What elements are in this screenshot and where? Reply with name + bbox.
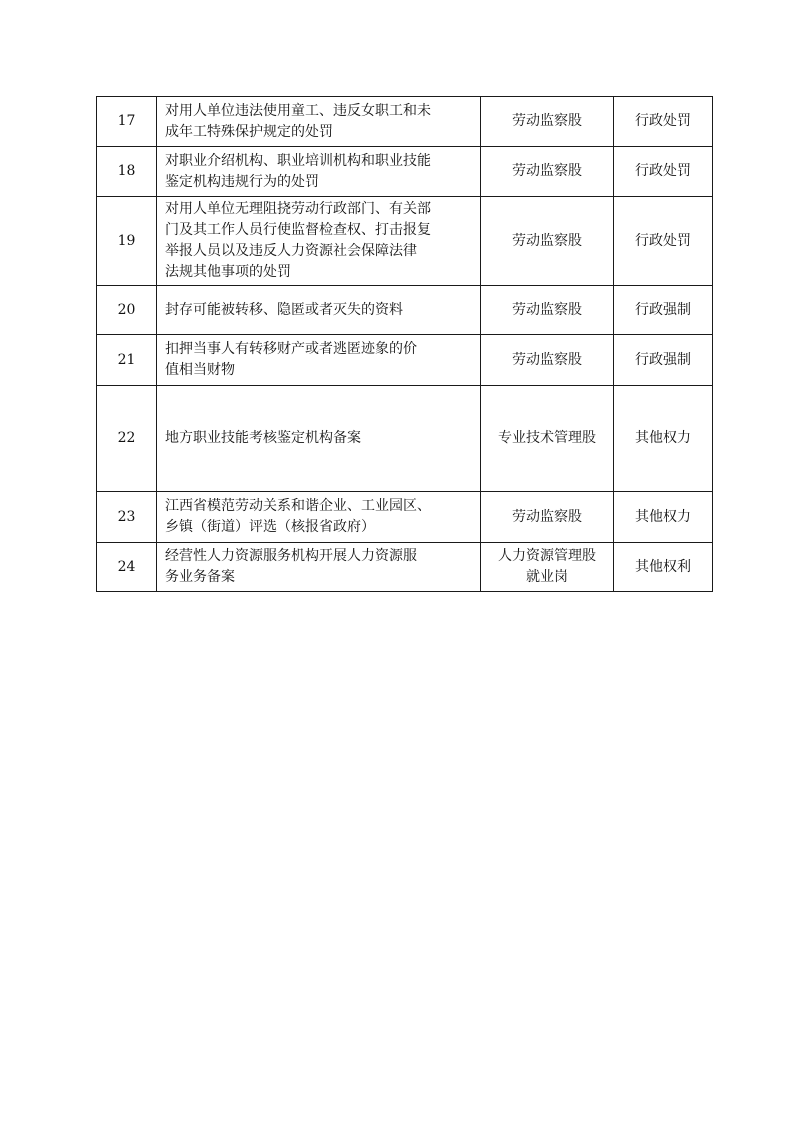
row-number: 21: [97, 335, 157, 386]
row-number: 19: [97, 197, 157, 286]
department-cell: [481, 286, 614, 335]
power-name: 对职业介绍机构、职业培训机构和职业技能 鉴定机构违规行为的处罚: [165, 152, 431, 190]
power-type: 行政处罚: [614, 147, 713, 197]
power-type: 其他权力: [614, 386, 713, 492]
department: 劳动监察股: [512, 163, 582, 179]
table-row: [97, 543, 713, 592]
table-row: [97, 492, 713, 543]
power-type: 行政处罚: [614, 197, 713, 286]
power-name-cell: [157, 147, 481, 197]
power-name-cell: [157, 286, 481, 335]
power-name-cell: [157, 197, 481, 286]
table-row: [97, 97, 713, 147]
power-name-cell: [157, 543, 481, 592]
power-name: 对用人单位违法使用童工、违反女职工和未 成年工特殊保护规定的处罚: [165, 102, 431, 140]
row-number: 18: [97, 147, 157, 197]
power-type: 行政处罚: [614, 97, 713, 147]
department-cell: [481, 386, 614, 492]
department-cell: [481, 492, 614, 543]
power-list-table: [96, 96, 713, 592]
department-cell: [481, 197, 614, 286]
table-row: [97, 386, 713, 492]
power-name-cell: [157, 492, 481, 543]
department: 劳动监察股: [512, 351, 582, 368]
power-name: 经营性人力资源服务机构开展人力资源服 务业务备案: [165, 548, 417, 585]
power-name: 对用人单位无理阻挠劳动行政部门、有关部 门及其工作人员行使监督检查权、打击报复 举报人员以及违反人力资源社会保障法律 法规其他事项的处罚: [165, 201, 431, 280]
department: 人力资源管理股 就业岗: [498, 548, 596, 585]
power-type: 行政强制: [614, 335, 713, 386]
department: 劳动监察股: [512, 113, 582, 129]
table-row: [97, 335, 713, 386]
table-row: [97, 197, 713, 286]
department: 劳动监察股: [512, 232, 582, 249]
power-name-cell: [157, 386, 481, 492]
power-type: 行政强制: [614, 286, 713, 335]
row-number: 24: [97, 543, 157, 592]
row-number: 23: [97, 492, 157, 543]
power-type: 其他权力: [614, 492, 713, 543]
row-number: 17: [97, 97, 157, 147]
power-name: 扣押当事人有转移财产或者逃匿迹象的价 值相当财物: [165, 341, 417, 378]
power-name: 江西省模范劳动关系和谐企业、工业园区、 乡镇（街道）评选（核报省政府）: [165, 498, 431, 535]
row-number: 22: [97, 386, 157, 492]
row-number: 20: [97, 286, 157, 335]
power-name: 封存可能被转移、隐匿或者灭失的资料: [165, 301, 403, 318]
department-cell: [481, 147, 614, 197]
department-cell: [481, 97, 614, 147]
department: 专业技术管理股: [498, 430, 596, 446]
table-row: [97, 286, 713, 335]
power-name-cell: [157, 335, 481, 386]
department: 劳动监察股: [512, 508, 582, 525]
department-cell: [481, 543, 614, 592]
power-name-cell: [157, 97, 481, 147]
department-cell: [481, 335, 614, 386]
table-row: [97, 147, 713, 197]
department: 劳动监察股: [512, 301, 582, 318]
power-type: 其他权利: [614, 543, 713, 592]
power-name: 地方职业技能考核鉴定机构备案: [165, 430, 361, 446]
